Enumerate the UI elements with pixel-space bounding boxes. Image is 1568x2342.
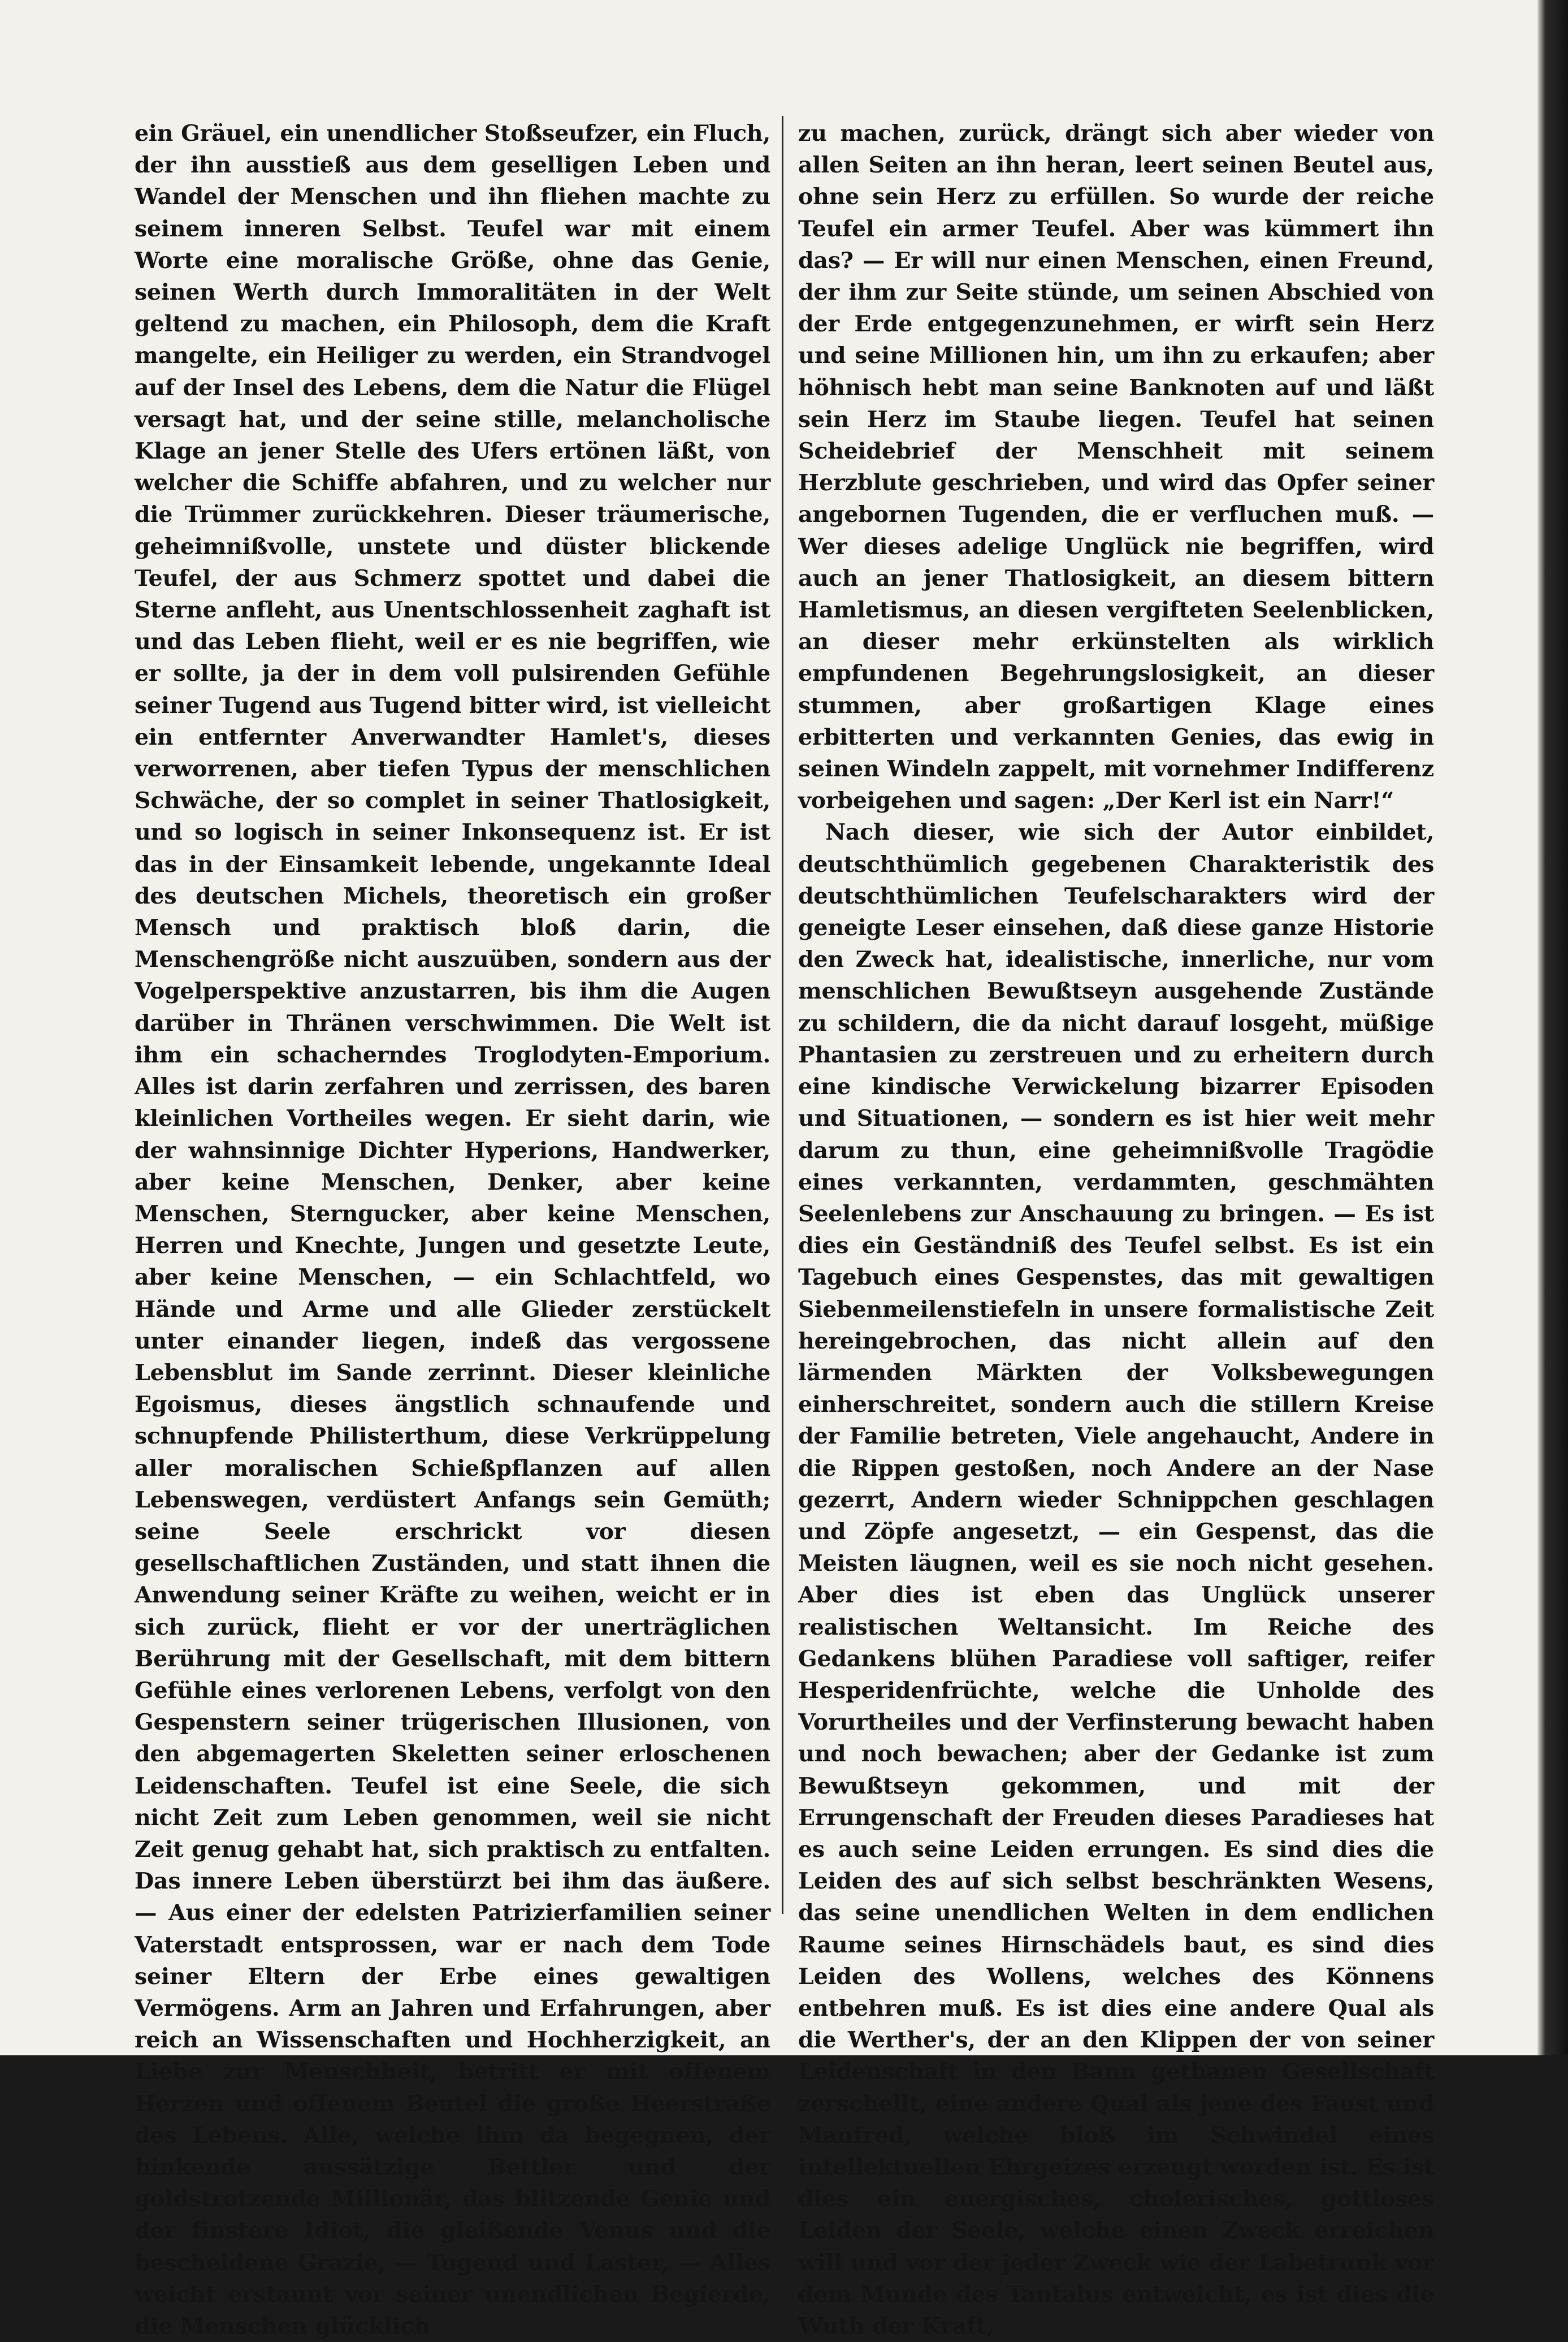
right-text-column bbox=[798, 118, 1434, 2340]
right-paragraph-1: zu machen, zurück, drängt sich aber wieder von allen Seiten an ihn heran, leert seinen Beutel aus, ohne sein Herz zu erfüllen. So wurde der reiche Teufel ein armer Teufel. Aber was kümmert ihn das? — Er will nur einen Menschen, einen Freund, der ihm zur Seite stünde, um seinen Abschied von der Erde entgegenzunehmen, er wirft sein Herz und seine Millionen hin, um ihn zu erkaufen; aber höhnisch hebt man seine Banknoten auf und läßt sein Herz im Staube liegen. Teufel hat seinen Scheidebrief der Menschheit mit seinem Herzblute geschrieben, und wird das Opfer seiner angebornen Tugenden, die er verfluchen muß. — Wer dieses adelige Unglück nie begriffen, wird auch an jener Thatlosigkeit, an diesem bittern Hamletismus, an diesen vergifteten Seelenblicken, an dieser mehr erkünstelten als wirklich empfundenen Begehrungslosigkeit, an dieser stummen, aber großartigen Klage eines erbitterten und verkannten Genies, das ewig in seinen Windeln zappelt, mit vornehmer Indifferenz vorbeigehen und sagen: „Der Kerl ist ein Narr!“ bbox=[798, 120, 1434, 814]
left-paragraph-1: ein Gräuel, ein unendlicher Stoßseufzer, ein Fluch, der ihn ausstieß aus dem geselligen Leben und Wandel der Menschen und ihn fliehen machte zu seinem inneren Selbst. Teufel war mit einem Worte eine moralische Größe, ohne das Genie, seinen Werth durch Immoralitäten in der Welt geltend zu machen, ein Philosoph, dem die Kraft mangelte, ein Heiliger zu werden, ein Strandvogel auf der Insel des Lebens, dem die Natur die Flügel versagt hat, und der seine stille, melancholische Klage an jener Stelle des Ufers ertönen läßt, von welcher die Schiffe abfahren, und zu welcher nur die Trümmer zurückkehren. Dieser träumerische, geheimnißvolle, unstete und düster blickende Teufel, der aus Schmerz spottet und dabei die Sterne anfleht, aus Unentschlossenheit zaghaft ist und das Leben flieht, weil er es nie begriffen, wie er sollte, ja der in dem voll pulsirenden Gefühle seiner Tugend aus Tugend bitter wird, ist vielleicht ein entfernter Anverwandter Hamlet's, dieses verworrenen, aber tiefen Typus der menschlichen Schwäche, der so complet in seiner Thatlosigkeit, und so logisch in seiner Inkonsequenz ist. Er ist das in der Einsamkeit lebende, ungekannte Ideal des deutschen Michels, theoretisch ein großer Mensch und praktisch bloß darin, die Menschengröße nicht auszuüben, sondern aus der Vogelperspektive anzustarren, bis ihm die Augen darüber in Thränen verschwimmen. Die Welt ist ihm ein schacherndes Troglodyten-Emporium. Alles ist darin zerfahren und zerrissen, des baren kleinlichen Vortheiles wegen. Er sieht darin, wie der wahnsinnige Dichter Hyperions, Handwerker, aber keine Menschen, Denker, aber keine Menschen, Sterngucker, aber keine Menschen, Herren und Knechte, Jungen und gesetzte Leute, aber keine Menschen, — ein Schlachtfeld, wo Hände und Arme und alle Glieder zerstückelt unter einander liegen, indeß das vergossene Lebensblut im Sande zerrinnt. Dieser kleinliche Egoismus, dieses ängstlich schnaufende und schnupfende Philisterthum, diese Verkrüppelung aller moralischen Schießpflanzen auf allen Lebenswegen, verdüstert Anfangs sein Gemüth; seine Seele erschrickt vor diesen gesellschaftlichen Zuständen, und statt ihnen die Anwendung seiner Kräfte zu weihen, weicht er in sich zurück, flieht er vor der unerträglichen Berührung mit der Gesellschaft, mit dem bittern Gefühle eines verlorenen Lebens, verfolgt von den Gespenstern seiner trügerischen Illusionen, von den abgemagerten Skeletten seiner erloschenen Leidenschaften. Teufel ist eine Seele, die sich nicht Zeit zum Leben genommen, weil sie nicht Zeit genug gehabt hat, sich praktisch zu entfalten. Das innere Leben überstürzt bei ihm das äußere. — Aus einer der edelsten Patrizierfamilien seiner Vaterstadt entsprossen, war er nach dem Tode seiner Eltern der Erbe eines gewaltigen Vermögens. Arm an Jahren und Erfahrungen, aber reich an Wissenschaften und Hochherzigkeit, an Liebe zur Menschheit, betritt er mit offenem Herzen und offenem Beutel die große Heerstraße des Lebens. Alle, welche ihm da begegnen, der hinkende aussätzige Bettler und der goldstrotzende Millionär, das blitzende Genie und der finstere Idiot, die gleißende Venus und die bescheidene Grazie, — Tugend und Laster, — Alles weicht erstaunt vor seiner unendlichen Begierde, die Menschen glücklich bbox=[135, 120, 770, 2340]
right-paragraph-2: Nach dieser, wie sich der Autor einbildet, deutschthümlich gegebenen Charakteristik des deutschthümlichen Teufelscharakters wird der geneigte Leser einsehen, daß diese ganze Historie den Zweck hat, idealistische, innerliche, nur vom menschlichen Bewußtseyn ausgehende Zustände zu schildern, die da nicht darauf losgeht, müßige Phantasien zu zerstreuen und zu erheitern durch eine kindische Verwickelung bizarrer Episoden und Situationen, — sondern es ist hier weit mehr darum zu thun, eine geheimnißvolle Tragödie eines verkannten, verdammten, geschmähten Seelenlebens zur Anschauung zu bringen. — Es ist dies ein Geständniß des Teufel selbst. Es ist ein Tagebuch eines Gespenstes, das mit gewaltigen Siebenmeilenstiefeln in unsere formalistische Zeit hereingebrochen, das nicht allein auf den lärmenden Märkten der Volksbewegungen einherschreitet, sondern auch die stillern Kreise der Familie betreten, Viele angehaucht, Andere in die Rippen gestoßen, noch Andere an der Nase gezerrt, Andern wieder Schnippchen geschlagen und Zöpfe angesetzt, — ein Gespenst, das die Meisten läugnen, weil es sie noch nicht gesehen. Aber dies ist eben das Unglück unserer realistischen Weltansicht. Im Reiche des Gedankens blühen Paradiese voll saftiger, reifer Hesperidenfrüchte, welche die Unholde des Vorurtheiles und der Verfinsterung bewacht haben und noch bewachen; aber der Gedanke ist zum Bewußtseyn gekommen, und mit der Errungenschaft der Freuden dieses Paradieses hat es auch seine Leiden errungen. Es sind dies die Leiden des auf sich selbst beschränkten Wesens, das seine unendlichen Welten in dem endlichen Raume seines Hirnschädels baut, es sind dies Leiden des Wollens, welches des Könnens entbehren muß. Es ist dies eine andere Qual als die Werther's, der an den Klippen der von seiner Leidenschaft in den Bann gethanen Gesellschaft zerschellt, eine andere Qual als jene des Faust und Manfred, welche bloß im Schwindel eines intellektuellen Ehrgeizes erzeugt worden ist. Es ist dies ein energisches, cholerisches, gottloses Leiden der Seele, welche einen Zweck erreichen will und vor der jeder Zweck wie der Labetrunk vor dem Munde des Tantalus entweicht, es ist dies die Wuth der Kraft, bbox=[798, 819, 1434, 2340]
left-text-column bbox=[135, 118, 770, 2340]
page-edge-shadow bbox=[1537, 0, 1568, 2055]
column-divider bbox=[782, 116, 783, 1914]
